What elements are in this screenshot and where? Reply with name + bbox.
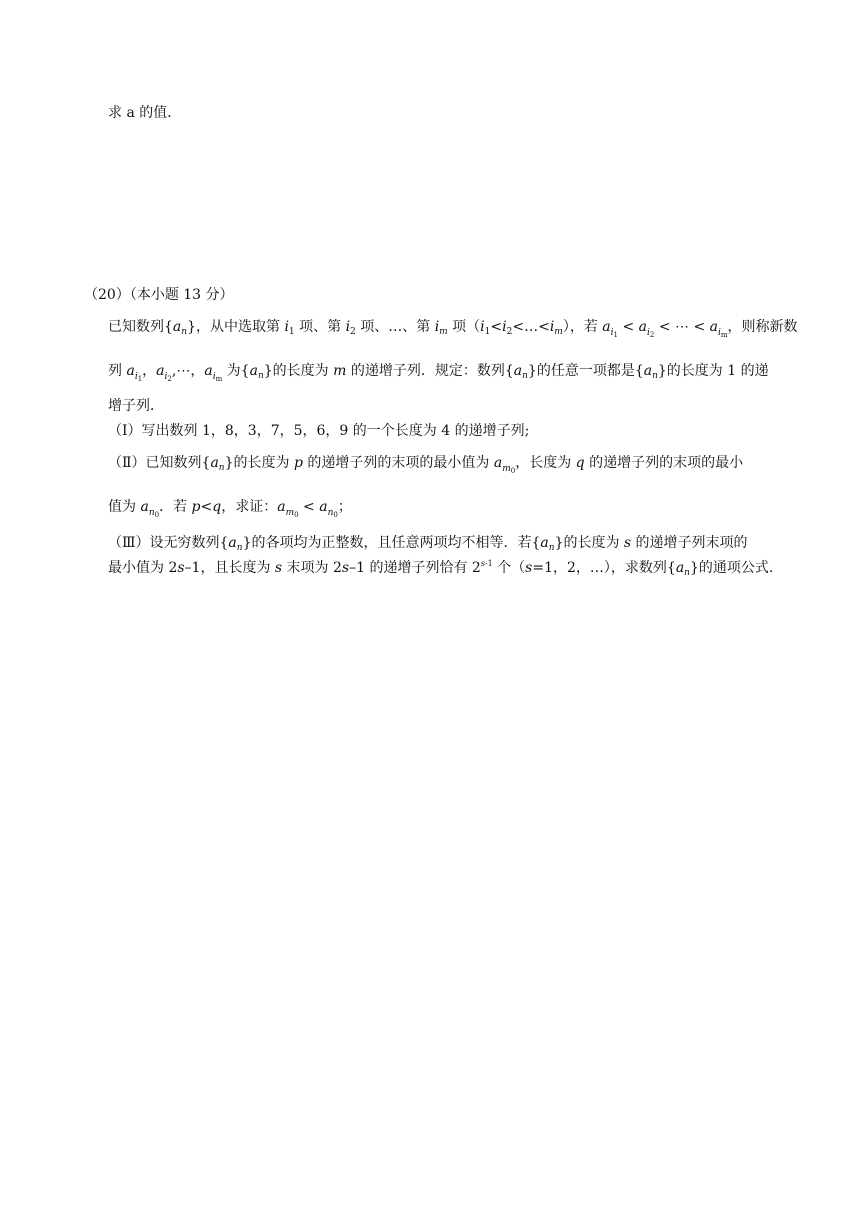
- question-heading: （20）（本小题 13 分）: [84, 287, 234, 303]
- part-3-line-1: （Ⅲ）设无穷数列$\{a_n\}$的各项均为正整数，且任意两项均不相等．若$\{a_n\}$的长度为 s 的递增子列末项的: [108, 535, 748, 553]
- intro-line-1: 已知数列$\{a_n\}$，从中选取第 $i_1$ 项、第 $i_2$ 项、…、第 $i_m$ 项$(i_1<i_2<\dots<i_m)$，若 $a_{i_1} < a_{i_2}$ < ⋯ < $a_{i_m}$，则称新数: [108, 319, 798, 339]
- part-2-line-2: 值为 $a_{n_0}$．若 p<q，求证：$a_{m_0} < a_{n_0}$；: [108, 499, 352, 519]
- intro-line-2: 列 $a_{i_1}$，$a_{i_2},\cdots$，$a_{i_m}$ 为$\{a_n\}$的长度为 m 的递增子列．规定：数列$\{a_n\}$的任意一项都是$\{a_n\}$的长度为 1 的递: [108, 363, 769, 383]
- subsequence-formula: $a_{i_1}$，$a_{i_2},\cdots$，$a_{i_m}$: [126, 363, 223, 383]
- part-3-line-2: 最小值为 2s–1，且长度为 s 末项为 2s–1 的递增子列恰有 2$^{s-1}$ 个（s=1，2，…），求数列$\{a_n\}$的通项公式.: [108, 559, 774, 578]
- part-2-line-1: （Ⅱ）已知数列$\{a_n\}$的长度为 p 的递增子列的末项的最小值为 $a_{m_0}$，长度为 q 的递增子列的末项的最小: [108, 455, 744, 475]
- intro-line-3: 增子列．: [108, 398, 164, 414]
- formula-a-n0: $a_{n_0}$: [140, 499, 160, 519]
- formula-a-m0: $a_{m_0}$: [493, 455, 516, 475]
- proof-target-formula: $a_{m_0} < a_{n_0}$: [277, 499, 338, 519]
- part-1: （Ⅰ）写出数列 1，8，3，7，5，6，9 的一个长度为 4 的递增子列;: [108, 423, 530, 439]
- previous-question-tail: 求 a 的值．: [108, 105, 182, 121]
- increasing-condition-formula: $a_{i_1} < a_{i_2}$ < ⋯ < $a_{i_m}$: [602, 319, 728, 339]
